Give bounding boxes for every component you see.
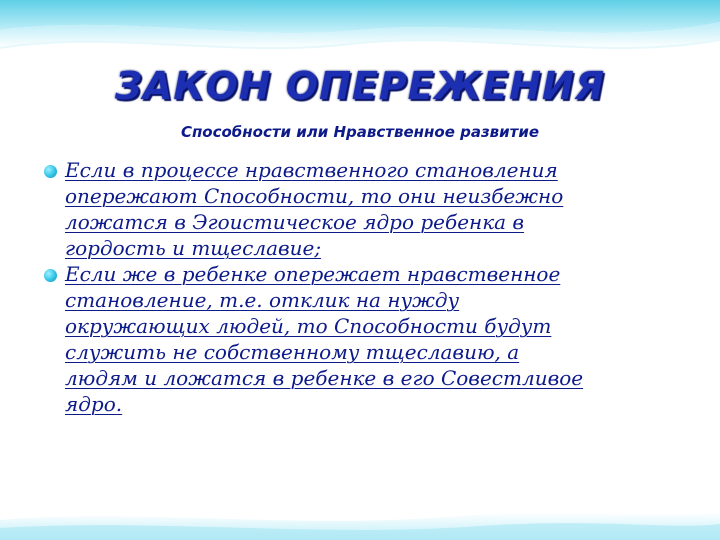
bullet-text: [65, 157, 684, 261]
bullet-line: гордость и тщеславие;: [65, 236, 322, 260]
slide-title: ЗАКОН ОПЕРЕЖЕНИЯ: [114, 64, 606, 108]
bullet-list: [44, 157, 684, 417]
bullet-line: опережают Способности, то они неизбежно: [65, 184, 564, 208]
bullet-line: ложатся в Эгоистическое ядро ребенка в: [65, 210, 525, 234]
bullet-line: окружающих людей, то Способности будут: [65, 314, 552, 338]
bullet-item: [44, 261, 684, 417]
bullet-icon: [44, 269, 57, 282]
bullet-line: Если в процессе нравственного становления: [65, 158, 558, 182]
bottom-wave-decoration: [0, 490, 720, 540]
bullet-item: [44, 157, 684, 261]
bullet-text: [65, 261, 684, 417]
bullet-line: людям и ложатся в ребенке в его Совестливое: [65, 366, 584, 390]
slide-subtitle: Способности или Нравственное развитие: [180, 123, 540, 141]
bullet-line: служить не собственному тщеславию, а: [65, 340, 520, 364]
bullet-line: становление, т.е. отклик на нужду: [65, 288, 460, 312]
bullet-line: Если же в ребенке опережает нравственное: [65, 262, 561, 286]
bullet-icon: [44, 165, 57, 178]
bullet-line: ядро.: [65, 392, 123, 416]
